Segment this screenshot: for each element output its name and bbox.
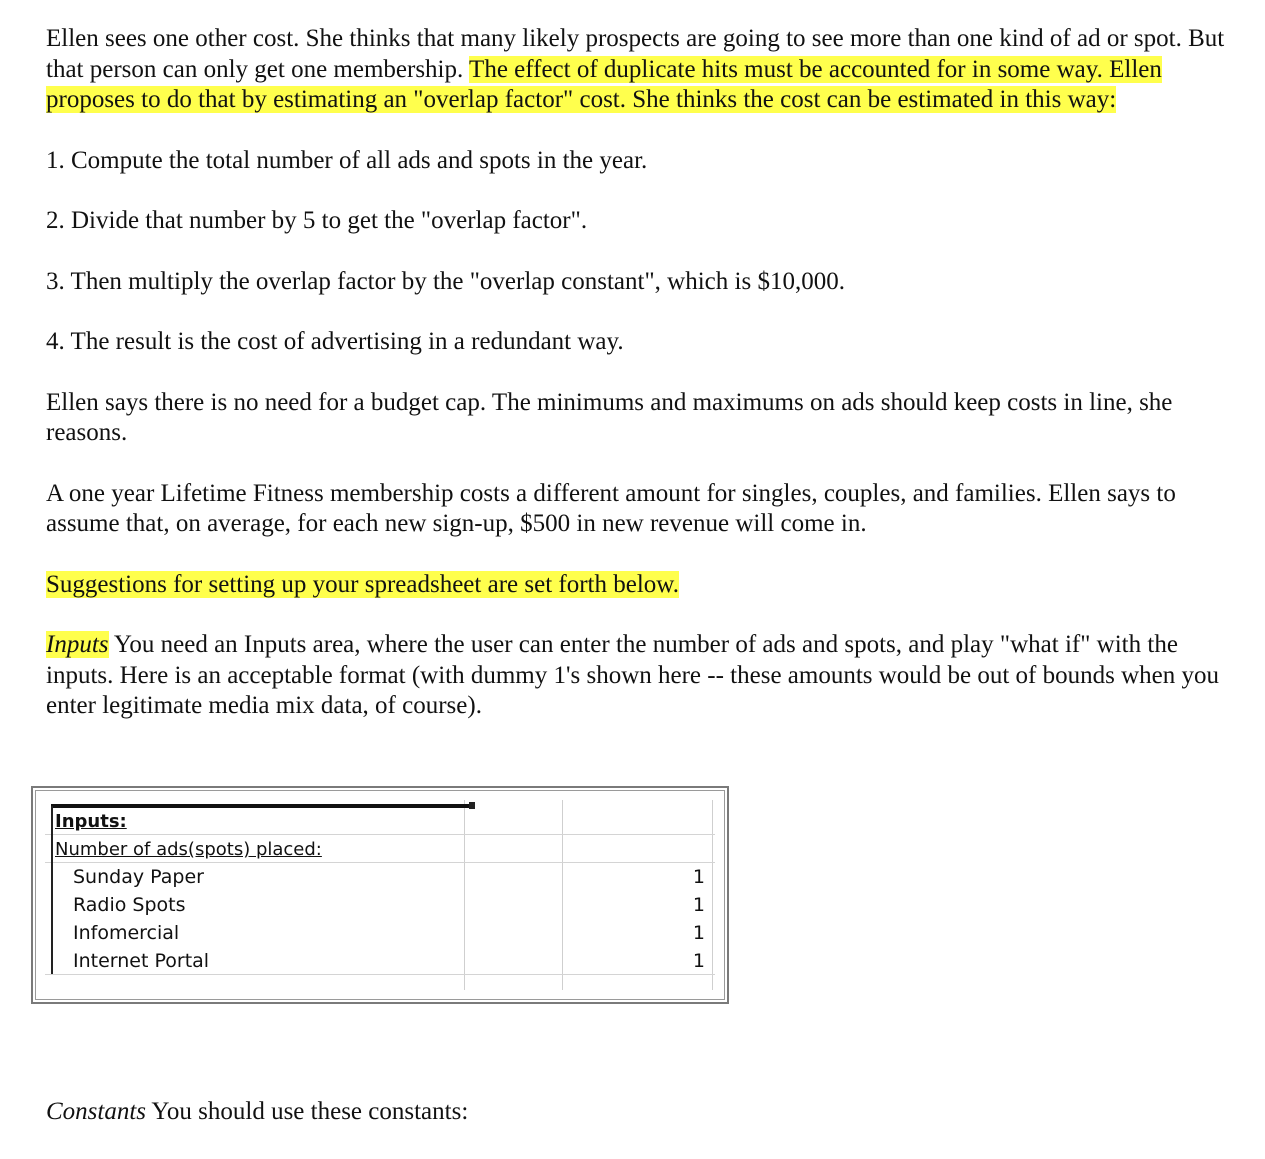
paragraph-suggestions [46, 570, 1226, 601]
grid-col-line [712, 800, 713, 990]
document-body [46, 24, 1226, 722]
row-label: Internet Portal [73, 950, 210, 972]
spreadsheet-grid [41, 796, 719, 994]
paragraph-inputs [46, 630, 1226, 722]
paragraph-membership: A one year Lifetime Fitness membership costs a different amount for singles, couples, and families. Ellen says to assume that, on average, for each new sign-up, $500 in new revenue will come in. [46, 479, 1176, 537]
inputs-text: You need an Inputs area, where the user can enter the number of ads and spots, and play "what if" with the inputs. Here is an acceptable format (with dummy 1's shown here -- these amounts would be out of bounds when you enter legitimate media mix data, of course). [46, 631, 1219, 719]
row-value: 1 [692, 950, 705, 972]
inputs-label: Inputs [46, 631, 109, 658]
grid-row-line [45, 974, 715, 975]
step-4: 4. The result is the cost of advertising in a redundant way. [46, 328, 624, 355]
overlap-intro-text: Ellen sees one other cost. She thinks that many likely prospects are going to see more than one kind of ad or spot. But that person can only get one membership. [46, 25, 1225, 83]
constants-label: Constants [46, 1098, 147, 1125]
cell-border-left [51, 806, 53, 974]
paragraph-budget-cap: Ellen says there is no need for a budget cap. The minimums and maximums on ads should keep costs in line, she reasons. [46, 388, 1173, 446]
row-label: Infomercial [73, 922, 180, 944]
grid-col-line [464, 800, 465, 990]
step-1: 1. Compute the total number of all ads and spots in the year. [46, 146, 648, 174]
cell-border-top [51, 804, 473, 808]
grid-col-line [562, 800, 563, 990]
row-value: 1 [692, 894, 705, 916]
step-2: 2. Divide that number by 5 to get the "overlap factor". [46, 207, 588, 234]
paragraph-constants [46, 1097, 468, 1128]
suggestions-highlight: Suggestions for setting up your spreadsheet are set forth below. [46, 570, 679, 598]
constants-text: You should use these constants: [146, 1098, 469, 1125]
fill-handle [469, 802, 475, 809]
sheet-subheader: Number of ads(spots) placed: [55, 839, 322, 860]
overlap-intro-highlight: The effect of duplicate hits must be accounted for in some way. Ellen proposes to do that by estimating an "overlap factor" cost. She thinks the cost can be estimated in this way: [46, 55, 1162, 113]
row-label: Radio Spots [73, 894, 186, 916]
grid-row-line [45, 834, 715, 835]
row-value: 1 [692, 866, 705, 888]
grid-row-line [45, 862, 715, 863]
row-label: Sunday Paper [73, 866, 204, 888]
row-value: 1 [692, 922, 705, 944]
step-3: 3. Then multiply the overlap factor by the "overlap constant", which is $10,000. [46, 267, 845, 295]
paragraph-overlap-intro [46, 24, 1226, 116]
spreadsheet-snippet [31, 786, 729, 1004]
sheet-header: Inputs: [55, 811, 127, 832]
